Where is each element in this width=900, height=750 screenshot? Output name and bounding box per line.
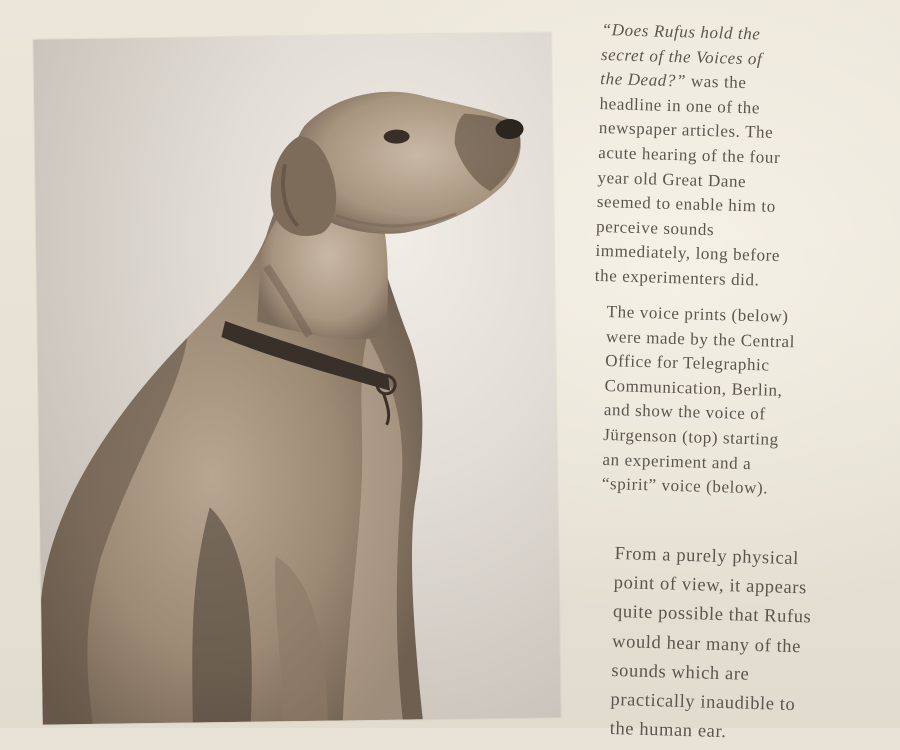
caption-line: the experimenters did. bbox=[594, 265, 760, 290]
caption-line: secret of the Voices of bbox=[600, 44, 763, 69]
caption-line: immediately, long before bbox=[595, 241, 781, 266]
voice-prints-line: were made by the Central bbox=[605, 326, 796, 351]
body-paragraph bbox=[609, 540, 813, 750]
voice-prints-line: and show the voice of bbox=[603, 400, 766, 424]
body-line: would hear many of the bbox=[611, 631, 802, 657]
body-line: From a purely physical bbox=[614, 543, 800, 570]
voice-prints-line: Communication, Berlin, bbox=[604, 375, 783, 400]
caption-line: “Does Rufus hold the bbox=[601, 19, 761, 44]
body-line: point of view, it appears bbox=[613, 573, 808, 599]
body-line: practically inaudible to bbox=[610, 689, 796, 716]
body-line: sounds which are bbox=[611, 660, 750, 685]
voice-prints-line: Jürgenson (top) starting bbox=[602, 424, 780, 449]
body-line: quite possible that Rufus bbox=[612, 602, 812, 628]
body-line: the human ear. bbox=[609, 719, 727, 743]
caption-line-italic-part: the Dead?” bbox=[600, 69, 687, 91]
caption-line: year old Great Dane bbox=[597, 167, 747, 191]
caption-line: acute hearing of the four bbox=[597, 142, 781, 167]
caption-line: seemed to enable him to bbox=[596, 192, 777, 217]
voice-prints-line: Office for Telegraphic bbox=[605, 351, 770, 375]
caption-line: headline in one of the bbox=[599, 93, 761, 118]
caption-line-tail: was the bbox=[685, 71, 747, 93]
voice-prints-line: “spirit” voice (below). bbox=[601, 474, 769, 498]
great-dane-image bbox=[33, 32, 561, 724]
caption-paragraph bbox=[594, 18, 786, 294]
caption-line: perceive sounds bbox=[595, 216, 715, 239]
caption-line: newspaper articles. The bbox=[598, 118, 774, 143]
voice-prints-line: The voice prints (below) bbox=[606, 301, 789, 327]
voice-prints-paragraph bbox=[602, 300, 796, 502]
voice-prints-line: an experiment and a bbox=[602, 449, 752, 473]
dog-photograph bbox=[33, 32, 561, 724]
